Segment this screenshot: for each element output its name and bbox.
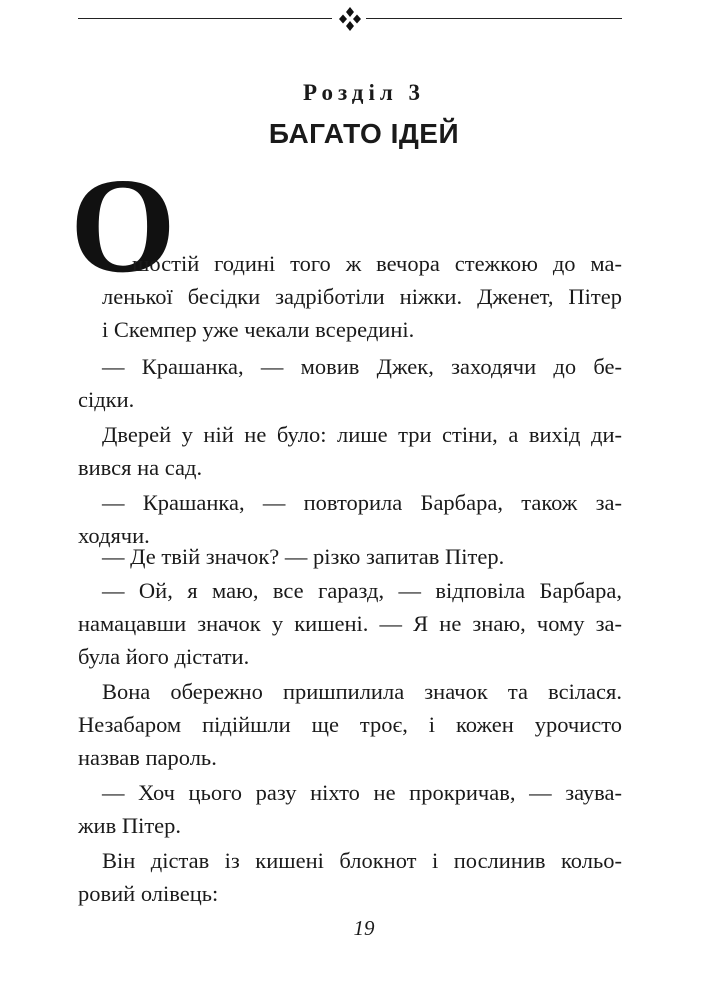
- text-line: і Скемпер уже чекали всередині.: [102, 317, 415, 342]
- text-line: була його дістати.: [78, 644, 250, 669]
- text-line: сідки.: [78, 387, 135, 412]
- text-line: Незабаром підійшли ще троє, і кожен урочисто: [78, 712, 622, 737]
- drop-cap: О: [70, 151, 176, 301]
- text-line: ходячи.: [78, 523, 150, 548]
- text-line: — Крашанка, — мовив Джек, заходячи до бе-: [102, 354, 622, 379]
- header-rule-right: [366, 18, 622, 19]
- text-line: — Крашанка, — повторила Барбара, також за-: [102, 490, 622, 515]
- text-line: намацавши значок у кишені. — Я не знаю, чому за-: [78, 611, 622, 636]
- text-line: — Де твій значок? — різко запитав Пітер.: [102, 544, 505, 569]
- text-line: назвав пароль.: [78, 745, 217, 770]
- text-line: ленької бесідки задріботіли ніжки. Дженет, Пітер: [102, 284, 622, 309]
- text-line: жив Пітер.: [78, 813, 182, 838]
- diamond-ornament-icon: [336, 6, 364, 32]
- chapter-label: Розділ 3: [303, 80, 425, 105]
- text-line: ровий олівець:: [78, 881, 219, 906]
- text-line: Дверей у ній не було: лише три стіни, а вихід ди-: [102, 422, 622, 447]
- text-line: шостій годині того ж вечора стежкою до ма-: [132, 251, 622, 276]
- page-number: 19: [353, 916, 375, 940]
- text-line: Вона обережно пришпилила значок та всілася.: [102, 679, 622, 704]
- text-line: Він дістав із кишені блокнот і послинив кольо-: [102, 848, 622, 873]
- text-line: вився на сад.: [78, 455, 203, 480]
- text-line: — Ой, я маю, все гаразд, — відповіла Барбара,: [102, 578, 622, 603]
- header-rule-left: [78, 18, 332, 19]
- chapter-title: БАГАТО ІДЕЙ: [268, 118, 460, 149]
- text-line: — Хоч цього разу ніхто не прокричав, — заува-: [102, 780, 622, 805]
